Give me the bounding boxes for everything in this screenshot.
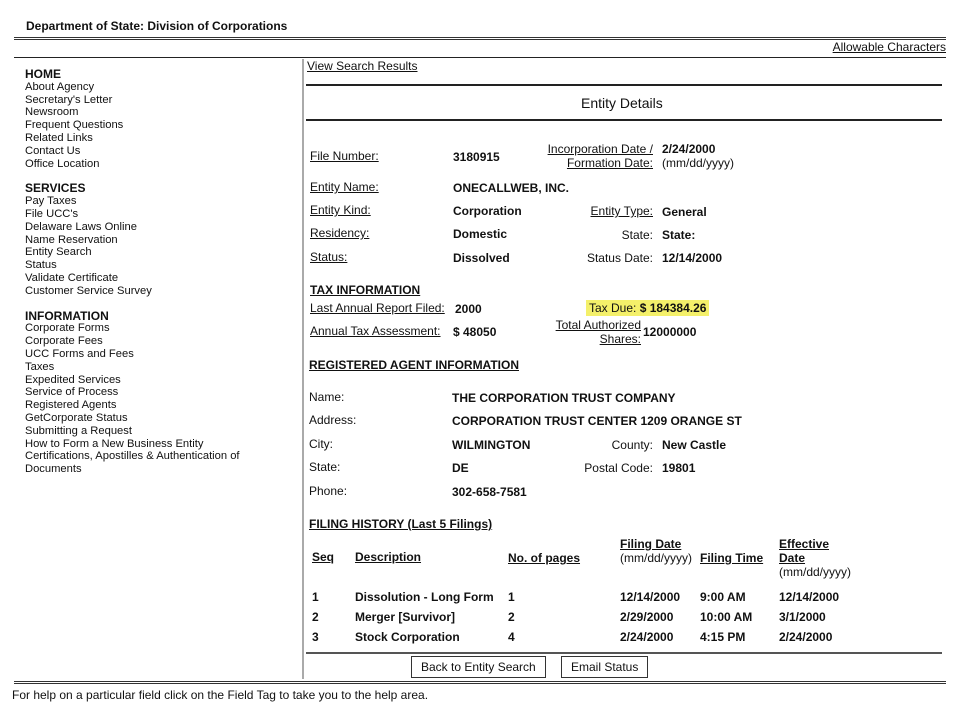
- filing-cell-edate: 2/24/2000: [779, 630, 833, 644]
- sidebar-item[interactable]: Frequent Questions: [25, 119, 124, 132]
- filing-cell-seq: 3: [312, 630, 319, 644]
- filing-cell-seq: 1: [312, 590, 319, 604]
- bottom-rule: [306, 652, 942, 654]
- agent-postal-value: 19801: [662, 461, 696, 475]
- residency-value: Domestic: [453, 227, 508, 241]
- filing-cell-pages: 2: [508, 610, 515, 624]
- page-header-title: Department of State: Division of Corporations: [26, 19, 288, 33]
- entity-kind-label[interactable]: Entity Kind:: [310, 203, 371, 217]
- sidebar-item[interactable]: Contact Us: [25, 144, 81, 157]
- sidebar-item[interactable]: Secretary's Letter: [25, 93, 113, 106]
- sidebar-item[interactable]: Documents: [25, 463, 82, 476]
- agent-city-label: City:: [309, 437, 333, 451]
- sidebar-item[interactable]: Customer Service Survey: [25, 284, 152, 297]
- total-authorized-shares-label-line2: Shares:: [599, 332, 641, 346]
- view-search-results-link[interactable]: View Search Results: [307, 59, 418, 73]
- col-filing-date-header: [620, 537, 692, 565]
- last-annual-report-value: 2000: [455, 302, 482, 316]
- filing-cell-edate: 3/1/2000: [779, 610, 826, 624]
- annual-tax-assessment-value: $ 48050: [453, 325, 497, 339]
- footer-help-text: For help on a particular field click on the Field Tag to take you to the help area.: [12, 688, 429, 702]
- tax-information-heading: TAX INFORMATION: [310, 283, 421, 297]
- incorporation-date-label-line1: Incorporation Date /: [547, 142, 653, 156]
- sidebar-nav: [25, 68, 295, 476]
- filing-cell-desc: Stock Corporation: [355, 630, 460, 644]
- filing-cell-ftime: 9:00 AM: [700, 590, 746, 604]
- sidebar-item[interactable]: UCC Forms and Fees: [25, 347, 134, 360]
- col-effective-date-header: [779, 537, 851, 579]
- col-effective-date-title: Effective: [779, 537, 830, 551]
- filing-cell-fdate: 12/14/2000: [620, 590, 681, 604]
- header-bottom-divider: [14, 57, 946, 58]
- sidebar-item[interactable]: Certifications, Apostilles & Authentication of: [25, 450, 240, 463]
- sidebar-item[interactable]: Office Location: [25, 157, 100, 170]
- filing-history-heading: FILING HISTORY (Last 5 Filings): [309, 517, 493, 531]
- allowable-characters-link[interactable]: Allowable Characters: [832, 40, 946, 54]
- filing-cell-fdate: 2/24/2000: [620, 630, 674, 644]
- sidebar-item[interactable]: Expedited Services: [25, 373, 121, 386]
- sidebar-item[interactable]: File UCC's: [25, 207, 79, 220]
- header-divider: [14, 37, 946, 40]
- filing-cell-pages: 4: [508, 630, 515, 644]
- entity-type-label[interactable]: Entity Type:: [590, 204, 653, 218]
- sidebar-item[interactable]: Newsroom: [25, 106, 79, 119]
- sidebar-divider: [302, 59, 304, 679]
- incorporation-date-label-line2: Formation Date:: [566, 156, 653, 170]
- title-bottom-rule: [306, 119, 942, 121]
- filing-cell-fdate: 2/29/2000: [620, 610, 674, 624]
- state-value: State:: [662, 228, 696, 242]
- sidebar-item[interactable]: Registered Agents: [25, 399, 117, 412]
- col-effective-date-title2: Date: [779, 551, 806, 565]
- entity-kind-value: Corporation: [453, 204, 522, 218]
- last-annual-report-label[interactable]: Last Annual Report Filed:: [310, 301, 445, 315]
- entity-type-value: General: [662, 205, 707, 219]
- sidebar-item[interactable]: Validate Certificate: [25, 271, 119, 284]
- col-seq-header: Seq: [312, 550, 335, 564]
- col-filing-date-title: Filing Date: [620, 537, 682, 551]
- agent-postal-label: Postal Code:: [584, 461, 653, 475]
- incorporation-date: 2/24/2000: [662, 142, 716, 156]
- incorporation-date-label[interactable]: [548, 142, 653, 170]
- agent-state-label: State:: [309, 460, 341, 474]
- col-filing-date-format: (mm/dd/yyyy): [620, 551, 692, 565]
- col-pages-header: No. of pages: [508, 551, 581, 565]
- sidebar-item[interactable]: GetCorporate Status: [25, 411, 128, 424]
- sidebar-item[interactable]: Name Reservation: [25, 233, 118, 246]
- annual-tax-assessment-label[interactable]: Annual Tax Assessment:: [310, 324, 441, 338]
- filing-cell-pages: 1: [508, 590, 515, 604]
- sidebar-item[interactable]: Corporate Forms: [25, 322, 110, 335]
- sidebar-section-information[interactable]: INFORMATION: [25, 308, 109, 323]
- agent-city-value: WILMINGTON: [452, 438, 531, 452]
- sidebar-item[interactable]: About Agency: [25, 80, 95, 93]
- incorporation-date-value: [662, 142, 734, 170]
- sidebar-item[interactable]: Submitting a Request: [25, 424, 132, 437]
- agent-county-label: County:: [611, 438, 653, 452]
- agent-name-label: Name:: [309, 390, 345, 404]
- state-label: State:: [621, 228, 653, 242]
- total-authorized-shares-label[interactable]: [556, 318, 641, 346]
- col-description-header: Description: [355, 550, 422, 564]
- incorporation-date-format: (mm/dd/yyyy): [662, 156, 734, 170]
- agent-phone-value: 302-658-7581: [452, 485, 527, 499]
- sidebar-section-services[interactable]: SERVICES: [25, 181, 86, 196]
- filing-cell-edate: 12/14/2000: [779, 590, 840, 604]
- status-date-label: Status Date:: [586, 251, 653, 265]
- filing-cell-ftime: 10:00 AM: [700, 610, 753, 624]
- status-date-value: 12/14/2000: [662, 251, 723, 265]
- agent-phone-label: Phone:: [309, 484, 348, 498]
- agent-name-value: THE CORPORATION TRUST COMPANY: [452, 391, 676, 405]
- file-number-label[interactable]: File Number:: [310, 149, 379, 163]
- tax-due: [586, 300, 709, 316]
- sidebar-item[interactable]: Pay Taxes: [25, 195, 77, 208]
- back-to-entity-search-button[interactable]: Back to Entity Search: [411, 656, 546, 678]
- agent-state-value: DE: [452, 461, 469, 475]
- footer-divider: [14, 681, 946, 684]
- sidebar-item[interactable]: Delaware Laws Online: [25, 220, 137, 233]
- sidebar-item[interactable]: Status: [25, 259, 57, 272]
- agent-address-value: CORPORATION TRUST CENTER 1209 ORANGE ST: [452, 414, 742, 428]
- agent-county-value: New Castle: [662, 438, 727, 452]
- filing-cell-desc: Merger [Survivor]: [355, 610, 456, 624]
- entity-name-value: ONECALLWEB, INC.: [453, 181, 569, 195]
- filing-cell-desc: Dissolution - Long Form: [355, 590, 494, 604]
- sidebar-item[interactable]: Entity Search: [25, 246, 92, 259]
- col-filing-time-header: Filing Time: [700, 551, 764, 565]
- entity-name-label[interactable]: Entity Name:: [310, 180, 379, 194]
- file-number-value: 3180915: [453, 150, 500, 164]
- sidebar-section-home[interactable]: HOME: [25, 67, 61, 81]
- filing-cell-ftime: 4:15 PM: [700, 630, 746, 644]
- sidebar-item[interactable]: Service of Process: [25, 386, 119, 399]
- title-top-rule: [306, 84, 942, 86]
- sidebar-item[interactable]: Taxes: [25, 360, 55, 373]
- total-authorized-shares-label-line1: Total Authorized: [555, 318, 641, 332]
- filing-cell-seq: 2: [312, 610, 319, 624]
- sidebar-item[interactable]: Related Links: [25, 131, 93, 144]
- total-authorized-shares-value: 12000000: [643, 325, 697, 339]
- email-status-button[interactable]: Email Status: [561, 656, 648, 678]
- col-effective-date-format: (mm/dd/yyyy): [779, 565, 851, 579]
- status-value: Dissolved: [453, 251, 510, 265]
- tax-due-label: Tax Due:: [589, 301, 637, 315]
- residency-label[interactable]: Residency:: [310, 226, 370, 240]
- tax-due-value: $ 184384.26: [639, 301, 707, 315]
- registered-agent-heading: REGISTERED AGENT INFORMATION: [309, 358, 519, 372]
- sidebar-item[interactable]: Corporate Fees: [25, 335, 103, 348]
- sidebar-item[interactable]: How to Form a New Business Entity: [25, 437, 204, 450]
- status-label[interactable]: Status:: [310, 250, 348, 264]
- agent-address-label: Address:: [309, 413, 357, 427]
- page-title: Entity Details: [581, 95, 663, 111]
